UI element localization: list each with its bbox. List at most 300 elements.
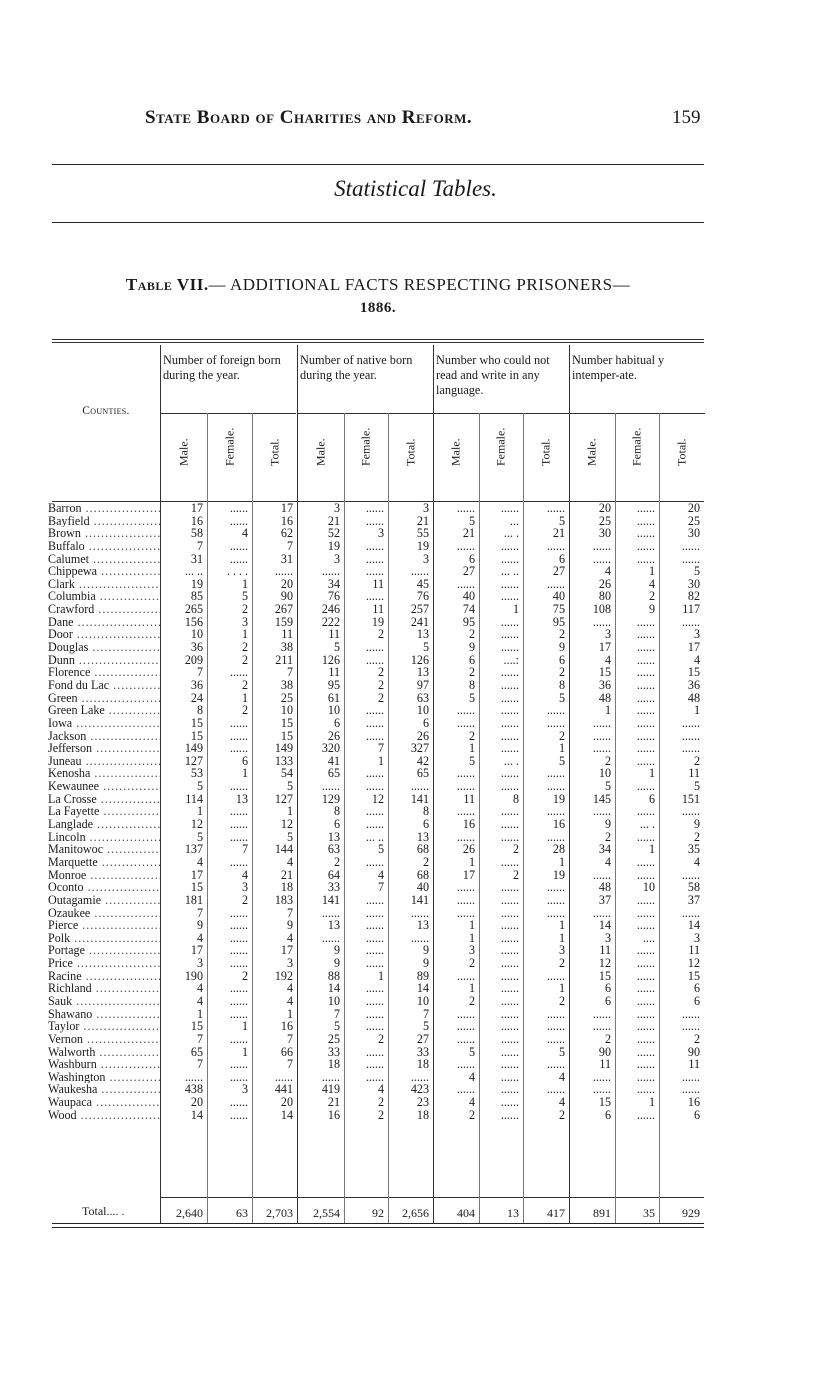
table-cell: 267 [274,602,293,617]
table-cell: 181 [184,892,203,907]
table-cell: ...... [321,779,340,794]
county-name: Langlade ..... [48,818,160,831]
county-name: Outagamie ..... [48,894,160,907]
table-cell: 13 [235,791,248,806]
county-name: Clark ..... [48,578,160,591]
table-cell: 3 [241,880,248,895]
table-cell: ...... [456,715,475,730]
table-cell: ...... [681,614,700,629]
table-cell: ...... [500,880,519,895]
table-cell: 1 [648,766,655,781]
table-cell: 4 [693,854,700,869]
table-cell: ...... [546,829,565,844]
county-name: Kenosha ..... [48,767,160,780]
table-cell: ...... [365,640,384,655]
sub-column-divider [523,413,524,1223]
table-cell: 1 [648,564,655,579]
sub-header [388,421,433,481]
table-cell: ...... [592,741,611,756]
table-cell: ...... [500,956,519,971]
table-cell: ...... [500,551,519,566]
table-cell: 4 [241,867,248,882]
table-cell: 53 [190,766,203,781]
table-cell: 18 [416,1107,429,1122]
table-cell: 2 [468,1107,475,1122]
table-cell: 2 [604,829,611,844]
table-cell: 5 [333,640,340,655]
table-cell: 1 [558,741,565,756]
table-cell: 65 [416,766,429,781]
table-cell: 2 [241,677,248,692]
table-cell: 15 [687,968,700,983]
table-cell: 9 [333,956,340,971]
table-cell: 19 [371,614,384,629]
table-cell: 26 [327,728,340,743]
table-cell: 320 [321,741,340,756]
table-cell: ...... [365,981,384,996]
table-cell: 126 [410,652,429,667]
table-cell: 16 [190,513,203,528]
county-name: Iowa ..... [48,717,160,730]
table-cell: ...... [636,956,655,971]
table-cell: ...... [456,880,475,895]
table-cell: 4 [286,930,293,945]
table-cell: 27 [552,564,565,579]
table-row [48,854,704,869]
table-cell: 1 [604,703,611,718]
table-row [48,779,704,794]
table-cell: 38 [280,677,293,692]
table-cell: 13 [416,829,429,844]
total-cell: 2,640 [176,1206,203,1220]
table-cell: 13 [327,829,340,844]
table-cell: ...... [546,880,565,895]
table-bottom-rule [52,1223,704,1224]
table-cell: 5 [196,779,203,794]
table-cell: 4 [377,1082,384,1097]
table-cell: ...... [500,981,519,996]
table-cell: 16 [280,1019,293,1034]
table-cell: 7 [333,1006,340,1021]
table-cell: 68 [416,867,429,882]
table-cell: 2 [558,956,565,971]
table-cell: 16 [327,1107,340,1122]
table-cell: 1 [468,981,475,996]
table-cell: 27 [416,1031,429,1046]
table-cell: 5 [558,1044,565,1059]
table-cell: 1 [196,1006,203,1021]
table-cell: 5 [422,1019,429,1034]
table-cell: 26 [598,576,611,591]
table-cell: ...... [500,501,519,515]
table-cell: 48 [687,690,700,705]
table-cell: ... . [639,817,655,832]
table-cell: ... .. [500,564,519,579]
table-cell: 25 [327,1031,340,1046]
table-cell: 11 [281,627,293,642]
table-cell: 2 [377,627,384,642]
table-cell: ...... [500,943,519,958]
table-cell: 2 [241,892,248,907]
table-cell: 6 [648,791,655,806]
table-cell: ...... [636,551,655,566]
page-number: 159 [672,107,701,128]
table-cell: 1 [241,627,248,642]
table-cell: ...... [229,551,248,566]
table-cell: ...... [500,614,519,629]
table-row [48,703,704,718]
table-cell: ...... [365,905,384,920]
table-cell: 95 [552,614,565,629]
table-cell: ...... [681,1069,700,1084]
table-cell: 19 [552,791,565,806]
table-cell: 90 [598,1044,611,1059]
sub-column-divider [659,413,660,1223]
table-cell: 52 [327,526,340,541]
table-cell: ...... [636,627,655,642]
group-rule [433,413,569,414]
table-cell: 64 [327,867,340,882]
table-cell: 11 [599,943,611,958]
table-cell: 9 [693,817,700,832]
group-rule [569,413,705,414]
table-cell: 127 [184,753,203,768]
table-cell: 265 [184,602,203,617]
table-cell: ...... [592,1082,611,1097]
county-name: Kewaunee ..... [48,780,160,793]
table-cell: ...... [636,1006,655,1021]
table-label: Table VII. [125,275,209,294]
rule-under-section [52,222,704,223]
table-cell: 5 [468,690,475,705]
table-cell: 8 [422,804,429,819]
table-cell: 23 [416,1095,429,1110]
table-cell: ... [509,513,519,528]
table-cell: 13 [416,918,429,933]
section-title: Statistical Tables. [334,176,497,201]
table-cell: 89 [416,968,429,983]
table-cell: 9 [422,943,429,958]
table-row [48,741,704,756]
table-cell: ...... [365,892,384,907]
table-cell: 17 [598,640,611,655]
table-cell: ...... [546,1057,565,1072]
table-cell: ...... [456,1057,475,1072]
table-cell: ...... [500,1006,519,1021]
table-cell: 13 [327,918,340,933]
table-cell: ...... [636,652,655,667]
table-cell: ...... [592,614,611,629]
table-cell: ...... [592,728,611,743]
table-cell: 15 [280,715,293,730]
table-cell: 327 [410,741,429,756]
table-row [48,1057,704,1072]
table-cell: 18 [416,1057,429,1072]
table-cell: ...... [681,867,700,882]
table-cell: 441 [274,1082,293,1097]
county-name: Waukesha ..... [48,1083,160,1096]
table-row [48,817,704,832]
total-row [52,1204,704,1222]
table-cell: 2 [377,665,384,680]
table-cell: 145 [592,791,611,806]
table-cell: 2 [558,627,565,642]
table-cell: 3 [558,943,565,958]
table-cell: ...... [546,1082,565,1097]
table-cell: 156 [184,614,203,629]
table-cell: ...... [365,703,384,718]
table-cell: 7 [286,1031,293,1046]
table-cell: 18 [327,1057,340,1072]
table-cell: 2 [468,665,475,680]
table-cell: ...... [456,829,475,844]
county-name: Dunn ..... [48,654,160,667]
table-cell: ...... [500,829,519,844]
table-cell: 3 [422,501,429,515]
table-row [48,1095,704,1110]
table-cell: 1 [693,703,700,718]
table-cell: 16 [687,1095,700,1110]
table-cell: 114 [185,791,203,806]
table-cell: 13 [416,627,429,642]
table-row [48,956,704,971]
sub-header [252,421,297,481]
table-row [48,538,704,553]
table-cell: ...... [500,627,519,642]
table-cell: 20 [280,576,293,591]
table-cell: 2 [241,640,248,655]
table-cell: 2 [512,867,519,882]
total-cell: 404 [457,1206,475,1220]
table-cell: 5 [693,779,700,794]
table-cell: ...... [546,968,565,983]
table-cell: 36 [687,677,700,692]
table-cell: 5 [196,829,203,844]
table-cell: ...... [456,1082,475,1097]
county-name: Lincoln ..... [48,831,160,844]
table-cell: 3 [604,930,611,945]
sub-column-divider [479,413,480,1223]
table-cell: 4 [648,576,655,591]
table-cell: ...... [229,1107,248,1122]
table-cell: 7 [196,1057,203,1072]
total-cell: 13 [507,1206,519,1220]
table-cell: 5 [422,640,429,655]
table-cell: ...... [500,892,519,907]
table-cell: 2 [693,753,700,768]
table-cell: ...... [500,715,519,730]
table-cell: 17 [280,501,293,515]
table-cell: 85 [190,589,203,604]
table-cell: 19 [327,538,340,553]
table-cell: ...... [636,892,655,907]
table-cell: 34 [327,576,340,591]
table-cell: 21 [462,526,475,541]
table-cell: 2 [558,728,565,743]
table-cell: 12 [598,956,611,971]
table-cell: 6 [468,551,475,566]
table-cell: ...... [500,766,519,781]
table-cell: 13 [416,665,429,680]
table-cell: ...... [500,1069,519,1084]
table-cell: ...... [456,501,475,515]
table-cell: 1 [241,576,248,591]
table-cell: ...... [636,1044,655,1059]
table-cell: 17 [190,943,203,958]
table-cell: ...... [365,854,384,869]
table-cell: 14 [687,918,700,933]
table-cell: 10 [190,627,203,642]
table-cell: ...... [636,1082,655,1097]
table-cell: 2 [512,842,519,857]
table-cell: 63 [416,690,429,705]
table-cell: 12 [280,817,293,832]
county-name: Door ..... [48,628,160,641]
table-cell: 40 [552,589,565,604]
table-cell: 1 [648,842,655,857]
table-cell: 37 [598,892,611,907]
table-cell: 18 [280,880,293,895]
table-cell: ...... [500,968,519,983]
table-cell: 3 [241,614,248,629]
table-cell: ...... [636,779,655,794]
table-cell: ...... [636,728,655,743]
table-cell: ...... [546,703,565,718]
table-cell: 9 [196,918,203,933]
table-cell: 15 [598,665,611,680]
table-cell: 14 [327,981,340,996]
table-cell: 192 [274,968,293,983]
table-cell: ...... [456,892,475,907]
table-cell: 2 [648,589,655,604]
sub-header-label: Female. [222,427,236,466]
table-cell: ...... [365,1069,384,1084]
table-row [48,602,704,617]
table-cell: 2 [241,703,248,718]
table-cell: ...... [229,665,248,680]
table-cell: 10 [642,880,655,895]
table-cell: 4 [604,564,611,579]
table-cell: ...... [500,1044,519,1059]
table-cell: 6 [422,817,429,832]
table-cell: 14 [190,1107,203,1122]
table-row [48,993,704,1008]
table-cell: ...... [636,715,655,730]
table-cell: ...... [500,1095,519,1110]
table-cell: 6 [693,981,700,996]
table-cell: 1 [377,753,384,768]
table-cell: 90 [280,589,293,604]
table-cell: ...... [456,905,475,920]
table-cell: 2 [604,753,611,768]
sub-header-label: Male. [448,438,463,466]
table-cell: 1 [241,1044,248,1059]
total-cell: 63 [236,1206,248,1220]
table-cell: 31 [280,551,293,566]
table-cell: ...... [321,564,340,579]
sub-column-divider [252,413,253,1223]
table-cell: ...... [500,993,519,1008]
table-cell: ...... [500,576,519,591]
table-cell: ...... [410,564,429,579]
table-cell: 11 [688,943,700,958]
table-cell: ...... [500,804,519,819]
table-cell: 6 [693,993,700,1008]
table-cell: ...... [365,993,384,1008]
table-cell: 30 [687,576,700,591]
total-cell: 2,656 [402,1206,429,1220]
county-name: Polk ..... [48,932,160,945]
table-cell: ...... [592,867,611,882]
table-header [52,339,704,509]
table-cell: ...... [229,1031,248,1046]
table-cell: 90 [687,1044,700,1059]
table-cell: 76 [327,589,340,604]
table-cell: ...... [636,981,655,996]
sub-header [569,421,615,481]
table-cell: 5 [377,842,384,857]
group-rule [297,413,433,414]
table-cell: ...... [681,1006,700,1021]
table-cell: ...... [681,551,700,566]
table-cell: 6 [333,817,340,832]
table-cell: 10 [327,993,340,1008]
sub-header-label: Female. [493,427,508,466]
table-cell: ...... [636,905,655,920]
table-cell: ...... [229,993,248,1008]
table-cell: 190 [184,968,203,983]
table-cell: ...... [365,564,384,579]
table-cell: ...... [636,968,655,983]
table-cell: 15 [280,728,293,743]
table-cell: 26 [462,842,475,857]
table-cell: 11 [688,1057,700,1072]
table-cell: 7 [422,1006,429,1021]
table-row [48,880,704,895]
table-cell: 4 [604,854,611,869]
table-cell: ...... [636,918,655,933]
table-cell: ...... [500,589,519,604]
table-cell: ...... [365,728,384,743]
table-cell: 7 [241,842,248,857]
table-cell: 17 [280,943,293,958]
table-cell: 6 [468,652,475,667]
table-cell: ...... [636,1107,655,1122]
table-cell: ...... [636,867,655,882]
table-cell: ...... [592,551,611,566]
table-cell: 21 [327,1095,340,1110]
table-cell: 40 [462,589,475,604]
table-cell: 6 [604,981,611,996]
table-cell: 9 [558,640,565,655]
table-cell: ...... [365,1044,384,1059]
table-cell: ...... [229,715,248,730]
table-cell: ...... [456,538,475,553]
table-cell: 1 [241,690,248,705]
table-cell: ...... [681,804,700,819]
table-cell: ...... [500,703,519,718]
table-row [48,1019,704,1034]
table-cell: ...... [546,892,565,907]
county-name: Taylor ..... [48,1020,160,1033]
table-cell: 3 [693,930,700,945]
county-name: La Crosse ..... [48,793,160,806]
table-cell: ...... [274,1069,293,1084]
table-cell: 5 [558,513,565,528]
total-cell: 891 [593,1206,611,1220]
county-name: Brown ..... [48,527,160,540]
table-cell: 21 [416,513,429,528]
